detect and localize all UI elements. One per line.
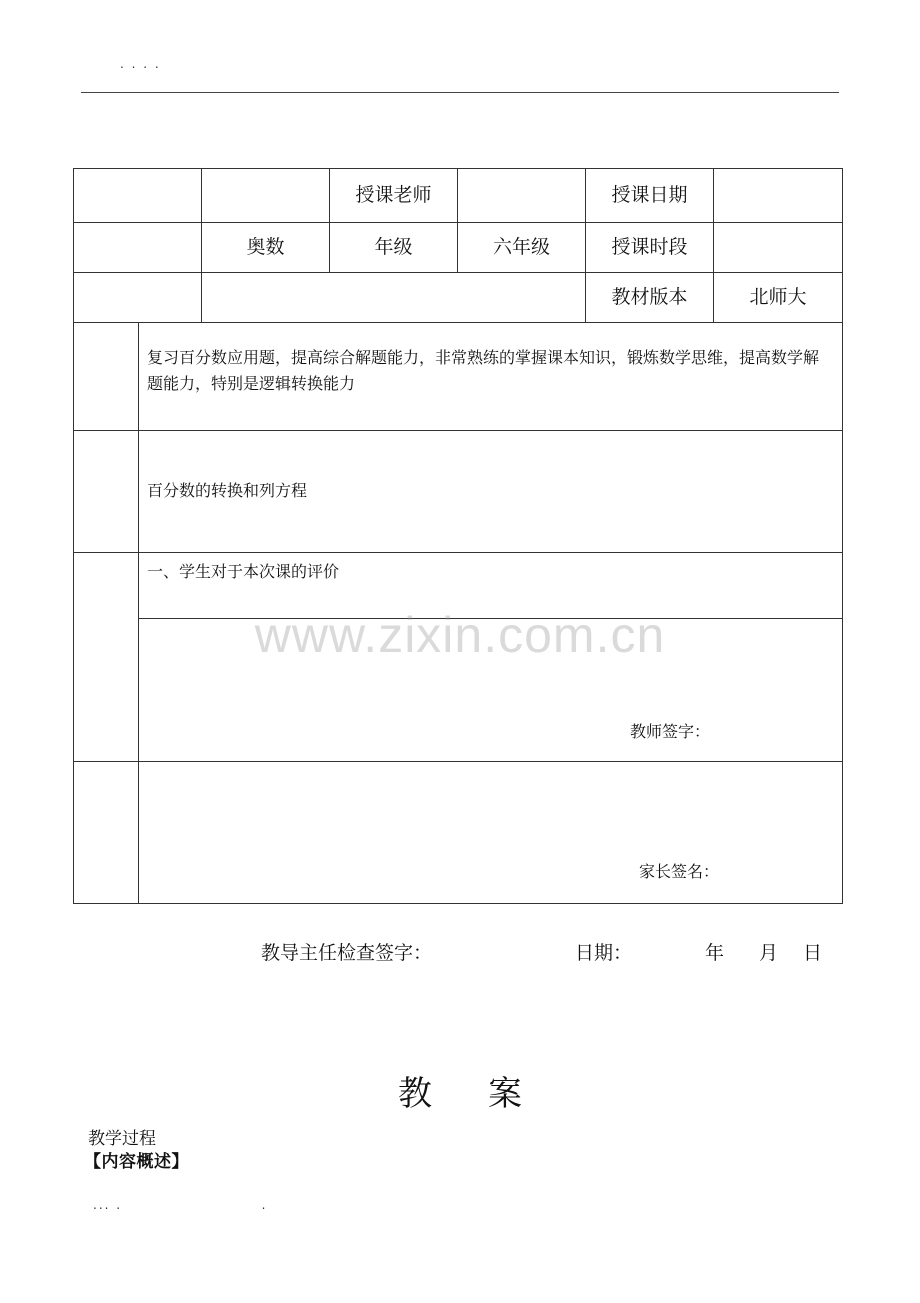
evaluation-heading: 一、学生对于本次课的评价 <box>147 562 340 581</box>
footer-month: 月 <box>759 942 779 964</box>
date-value[interactable] <box>714 169 842 222</box>
row-line <box>73 430 843 431</box>
row-line <box>73 552 843 553</box>
footer-day: 日 <box>803 942 823 964</box>
footer-date-label: 日期： <box>575 942 633 964</box>
lesson-plan-title: 教案 <box>398 1074 578 1114</box>
header-dots: . . . . <box>120 57 161 71</box>
teacher-label: 授课老师 <box>355 184 432 206</box>
site-watermark: www.zixin.com.cn <box>254 607 666 663</box>
period-value[interactable] <box>714 223 842 272</box>
table-border-left <box>73 168 74 904</box>
row-line <box>73 322 843 323</box>
table-border-bottom <box>73 903 843 904</box>
teacher-signature-label: 教师签字： <box>630 722 711 741</box>
subject-value: 奥数 <box>246 236 285 258</box>
teacher-value[interactable] <box>458 169 585 222</box>
period-label: 授课时段 <box>611 236 688 258</box>
teaching-objectives: 复习百分数应用题，提高综合解题能力，非常熟练的掌握课本知识，锻炼数学思维，提高数学解题能力，特别是逻辑转换能力 <box>147 348 820 393</box>
grade-value: 六年级 <box>492 236 550 258</box>
table-border-right <box>842 168 843 904</box>
footer-year: 年 <box>705 942 725 964</box>
director-check-label: 教导主任检查签字： <box>261 942 433 964</box>
textbook-label: 教材版本 <box>611 286 688 308</box>
teaching-process-label: 教学过程 <box>88 1129 156 1149</box>
content-overview-heading: 【内容概述】 <box>84 1152 189 1172</box>
header-rule <box>81 92 839 93</box>
row-line <box>73 761 843 762</box>
key-points: 百分数的转换和列方程 <box>147 481 308 500</box>
date-label: 授课日期 <box>611 184 688 206</box>
textbook-value: 北师大 <box>749 286 807 308</box>
grade-label: 年级 <box>374 236 413 258</box>
parent-signature-label: 家长签名： <box>639 862 720 881</box>
bottom-dots: ... . . <box>93 1198 268 1212</box>
